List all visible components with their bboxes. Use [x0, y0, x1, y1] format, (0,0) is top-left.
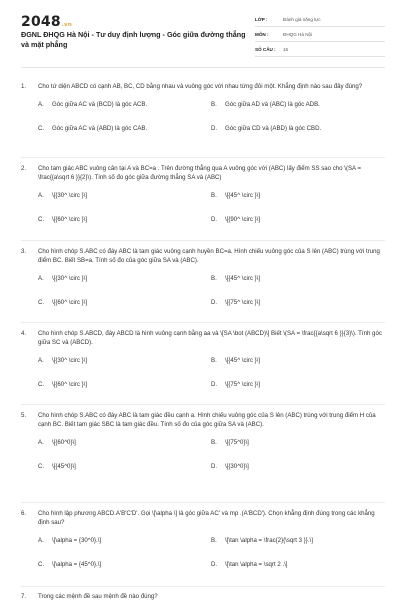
options	[38, 273, 385, 308]
option-d[interactable]: D. \[{75^ \circ }\]	[211, 299, 261, 306]
question-stem: Cho tam giác ABC vuông cân tại A và BC=a . Trên đường thẳng qua A vuông góc với (ABC) lấy điểm SS sao cho \(SA = \frac{{a\sqrt 6 }}{2}\). Tính số đo góc giữa đường thẳng SA và (ABC)	[38, 165, 362, 181]
question-number: 7.	[21, 593, 27, 600]
question-divider	[21, 157, 385, 158]
question-6	[21, 509, 385, 583]
question-3	[21, 247, 385, 321]
question-stem: Cho hình chóp S.ABC có đáy ABC là tam giác vuông cạnh huyền BC=a. Hình chiếu vuông góc của S lên (ABC) trùng với trung điểm BC. Biết SB=a. Tính số đo của góc giữa SA và (ABC).	[38, 248, 380, 264]
option-b[interactable]: B. \[{45^ \circ }\]	[211, 192, 261, 199]
option-d[interactable]: D. \[{30^0}\]	[211, 463, 249, 470]
option-c[interactable]: C. \[{60^ \circ }\]	[38, 381, 88, 388]
question-4	[21, 329, 385, 403]
question-stem: Cho hình chóp S.ABCD, đáy ABCD là hình vuông cạnh bằng aa và \[SA \bot (ABCD)\] Biết \(SA = \frac{{a\sqrt 6 }}{3}\). Tính góc giữa SC và (ABCD).	[38, 330, 382, 346]
question-number: 4.	[21, 330, 27, 337]
question-number: 2.	[21, 165, 27, 172]
question-2	[21, 164, 385, 238]
meta-value: Đánh giá năng lực	[283, 16, 321, 22]
logo-suffix: .vn	[61, 22, 72, 28]
options	[38, 355, 385, 390]
header-divider	[21, 67, 385, 68]
option-c[interactable]: C. Góc giữa AC và (ABD) là góc CAB.	[38, 125, 148, 132]
option-a[interactable]: A. \[{30^ \circ }\]	[38, 275, 88, 282]
options	[38, 99, 385, 134]
question-stem: Cho hình chóp S.ABC có đáy ABC là tam giác đều cạnh a. Hình chiếu vuông góc của S lên (ABC) trùng với trung điểm H của cạnh BC. Biết tam giác SBC là tam giác đều. Tính số đo của góc giữa SA và (ABC).	[38, 412, 376, 428]
option-b[interactable]: B. \[{75^0}\]	[211, 439, 249, 446]
question-stem: Cho hình lập phương ABCD.A'B'C'D'. Gọi \[\alpha \] là góc giữa AC' và mp .(A'BCD'). Chọn khẳng định đúng trong các khẳng định sau?	[38, 510, 375, 526]
option-a[interactable]: A. \[{60^0}\]	[38, 439, 76, 446]
question-5	[21, 411, 385, 485]
question-divider	[21, 322, 385, 323]
option-c[interactable]: C. \[\alpha = {45^0}.\]	[38, 561, 102, 568]
logo-main: 2048	[21, 14, 61, 30]
option-b[interactable]: B. Góc giữa AD và (ABC) là góc ADB.	[211, 101, 320, 108]
option-a[interactable]: A. \[\alpha = {30^0}.\]	[38, 537, 102, 544]
question-divider	[21, 240, 385, 241]
option-d[interactable]: D. \[\tan \alpha = \sqrt 2 .\]	[211, 561, 288, 568]
meta-label: LỚP :	[255, 16, 268, 22]
meta-value: ĐHQG Hà Nội	[283, 31, 313, 37]
meta-value: 16	[283, 46, 289, 52]
option-c[interactable]: C. \[{60^ \circ }\]	[38, 216, 88, 223]
question-1	[21, 82, 385, 147]
header	[0, 0, 400, 62]
question-number: 6.	[21, 510, 27, 517]
meta-label: MÔN :	[255, 31, 269, 37]
option-d[interactable]: D. \[{75^ \circ }\]	[211, 381, 261, 388]
question-divider	[21, 586, 385, 587]
option-a[interactable]: A. \[{30^ \circ }\]	[38, 192, 88, 199]
question-stem: Cho tứ diện ABCD có cạnh AB, BC, CD bằng nhau và vuông góc với nhau từng đôi một. Khẳng định nào sau đây đúng?	[38, 83, 363, 90]
meta-row-subject	[255, 27, 385, 42]
options	[38, 437, 385, 472]
option-a[interactable]: A. Góc giữa AC và (BCD) là góc ACB.	[38, 101, 148, 108]
question-number: 3.	[21, 248, 27, 255]
question-divider	[21, 502, 385, 503]
option-c[interactable]: C. \[{45^0}\]	[38, 463, 76, 470]
question-number: 1.	[21, 83, 27, 90]
options	[38, 535, 385, 570]
question-divider	[21, 404, 385, 405]
site-logo[interactable]	[21, 14, 72, 30]
option-b[interactable]: B. \[\tan \alpha = \frac{2}{\sqrt 3 }}.\]	[211, 537, 313, 544]
options	[38, 190, 385, 225]
option-b[interactable]: B. \[{45^ \circ }\]	[211, 275, 261, 282]
option-a[interactable]: A. \[{30^ \circ }\]	[38, 357, 88, 364]
question-number: 5.	[21, 412, 27, 419]
option-c[interactable]: C. \[{60^ \circ }\]	[38, 299, 88, 306]
page-title: ĐGNL ĐHQG Hà Nội - Tư duy định lượng - Góc giữa đường thẳng và mặt phẳng	[21, 30, 246, 49]
meta-row-count	[255, 42, 385, 57]
question-stem: Trong các mệnh đề sau mệnh đề nào đúng?	[38, 593, 158, 600]
meta-row-class	[255, 12, 385, 27]
meta-info	[255, 12, 385, 57]
option-d[interactable]: D. Góc giữa CD và (ABD) là góc CBD.	[211, 125, 322, 132]
option-b[interactable]: B. \[{45^ \circ }\]	[211, 357, 261, 364]
meta-label: SỐ CÂU :	[255, 46, 276, 52]
option-d[interactable]: D. \[{90^ \circ }\]	[211, 216, 261, 223]
